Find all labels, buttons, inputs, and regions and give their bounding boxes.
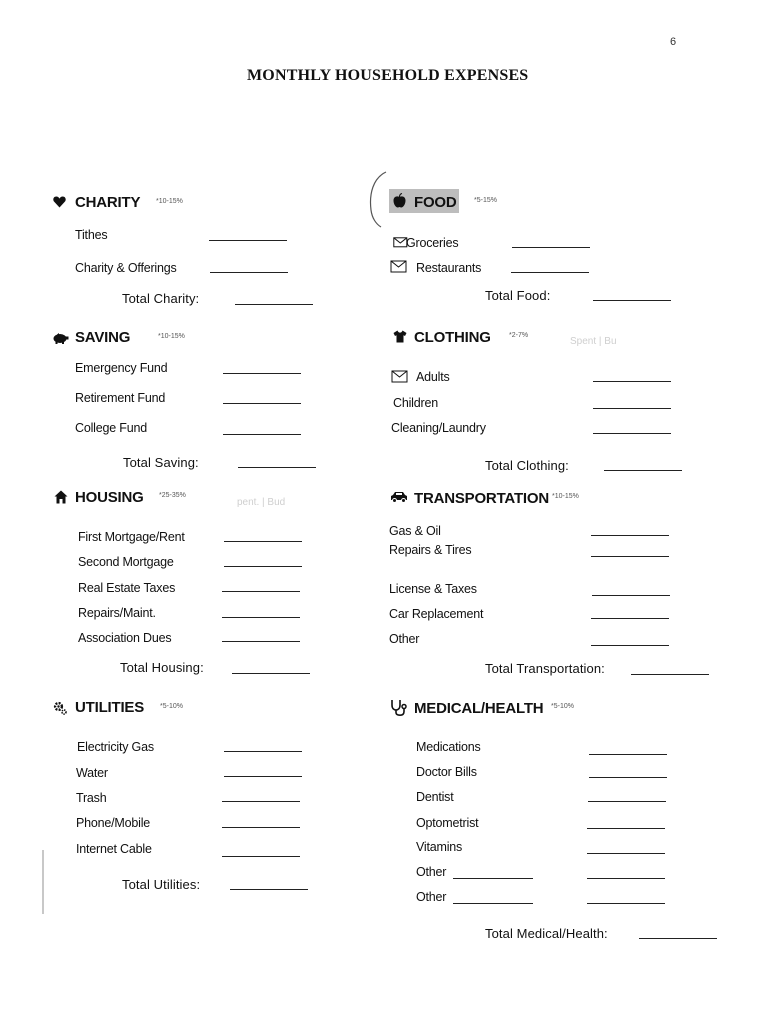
percent-hint-medical: *5-10% (551, 703, 574, 710)
charity-item-tithes: Tithes (75, 228, 108, 242)
food-item-restaurants: Restaurants (416, 261, 482, 275)
saving-item-retirement: Retirement Fund (75, 391, 166, 405)
total-housing-label: Total Housing: (120, 660, 204, 675)
medical-item-optometrist: Optometrist (416, 816, 479, 830)
medical-other-2-name-blank[interactable] (453, 903, 533, 904)
charity-tithes-blank[interactable] (209, 240, 287, 241)
medical-doctor-blank[interactable] (589, 777, 667, 778)
total-food-label: Total Food: (485, 288, 551, 303)
piggy-bank-icon (52, 333, 69, 344)
house-icon (54, 490, 68, 504)
percent-hint-housing: *25-35% (159, 492, 186, 499)
page-title: MONTHLY HOUSEHOLD EXPENSES (247, 67, 529, 84)
utilities-internet-blank[interactable] (222, 856, 300, 857)
percent-hint-charity: *10-15% (156, 198, 183, 205)
transport-license-blank[interactable] (592, 595, 670, 596)
housing-first-mortgage-blank[interactable] (224, 541, 302, 542)
ghost-column-header: Spent | Bu (570, 336, 617, 347)
saving-item-college: College Fund (75, 421, 147, 435)
medical-item-other-1: Other (416, 865, 447, 879)
charity-offerings-blank[interactable] (210, 272, 288, 273)
envelope-icon (390, 260, 407, 273)
total-charity-label: Total Charity: (122, 291, 200, 306)
total-housing-blank[interactable] (232, 673, 310, 674)
car-icon (390, 491, 408, 503)
housing-association-blank[interactable] (222, 641, 300, 642)
percent-hint-saving: *10-15% (158, 333, 185, 340)
section-title-food: FOOD (414, 194, 457, 211)
medical-item-other-2: Other (416, 890, 447, 904)
housing-item-second-mortgage: Second Mortgage (78, 555, 174, 569)
total-saving-blank[interactable] (238, 467, 316, 468)
total-clothing-label: Total Clothing: (485, 458, 569, 473)
scan-bracket (367, 170, 389, 228)
medical-vitamins-blank[interactable] (587, 853, 665, 854)
housing-item-real-estate: Real Estate Taxes (78, 581, 176, 595)
transport-other-blank[interactable] (591, 645, 669, 646)
percent-hint-clothing: *2-7% (509, 332, 529, 339)
scan-artifact (42, 850, 44, 914)
transport-item-other: Other (389, 632, 420, 646)
housing-repairs-blank[interactable] (222, 617, 300, 618)
housing-item-repairs: Repairs/Maint. (78, 606, 156, 620)
housing-second-mortgage-blank[interactable] (224, 566, 302, 567)
section-title-clothing: CLOTHING (414, 329, 491, 346)
housing-real-estate-blank[interactable] (222, 591, 300, 592)
utilities-item-phone: Phone/Mobile (76, 816, 151, 830)
section-title-charity: CHARITY (75, 194, 141, 211)
percent-hint-transportation: *10-15% (552, 493, 579, 500)
transport-item-license: License & Taxes (389, 582, 477, 596)
medical-medications-blank[interactable] (589, 754, 667, 755)
food-groceries-blank[interactable] (512, 247, 590, 248)
stethoscope-icon (390, 699, 408, 716)
percent-hint-food: *5-15% (474, 197, 497, 204)
total-medical-label: Total Medical/Health: (485, 926, 608, 941)
section-title-housing: HOUSING (75, 489, 144, 506)
saving-emergency-blank[interactable] (223, 373, 301, 374)
charity-item-offerings: Charity & Offerings (75, 261, 177, 275)
envelope-icon (391, 370, 408, 383)
saving-retirement-blank[interactable] (223, 403, 301, 404)
utilities-electricity-blank[interactable] (224, 751, 302, 752)
total-utilities-blank[interactable] (230, 889, 308, 890)
medical-other-1-blank[interactable] (587, 878, 665, 879)
transport-gas-blank[interactable] (591, 535, 669, 536)
section-title-medical: MEDICAL/HEALTH (414, 700, 544, 717)
transport-item-gas: Gas & Oil (389, 524, 441, 538)
transport-item-car-replacement: Car Replacement (389, 607, 484, 621)
clothing-adults-blank[interactable] (593, 381, 671, 382)
medical-other-2-blank[interactable] (587, 903, 665, 904)
ghost-column-header: pent. | Bud (237, 497, 286, 508)
section-title-transportation: TRANSPORTATION (414, 490, 549, 507)
page-number: 6 (670, 36, 677, 48)
heart-icon (53, 196, 66, 208)
transport-item-repairs: Repairs & Tires (389, 543, 472, 557)
medical-item-doctor: Doctor Bills (416, 765, 477, 779)
housing-item-first-mortgage: First Mortgage/Rent (78, 530, 185, 544)
utilities-item-trash: Trash (76, 791, 107, 805)
medical-item-dentist: Dentist (416, 790, 454, 804)
total-medical-blank[interactable] (639, 938, 717, 939)
section-title-utilities: UTILITIES (75, 699, 145, 716)
clothing-item-children: Children (393, 396, 438, 410)
food-restaurants-blank[interactable] (511, 272, 589, 273)
total-saving-label: Total Saving: (123, 455, 199, 470)
utilities-item-electricity: Electricity Gas (77, 740, 154, 754)
medical-optometrist-blank[interactable] (587, 828, 665, 829)
saving-item-emergency: Emergency Fund (75, 361, 168, 375)
transport-car-replacement-blank[interactable] (591, 618, 669, 619)
clothing-children-blank[interactable] (593, 408, 671, 409)
utilities-trash-blank[interactable] (222, 801, 300, 802)
utilities-item-internet: Internet Cable (76, 842, 152, 856)
total-food-blank[interactable] (593, 300, 671, 301)
clothing-item-cleaning: Cleaning/Laundry (391, 421, 486, 435)
apple-icon (393, 193, 406, 208)
food-item-groceries: Groceries (406, 236, 459, 250)
total-charity-blank[interactable] (235, 304, 313, 305)
clothing-item-adults: Adults (416, 370, 450, 384)
clothing-cleaning-blank[interactable] (593, 433, 671, 434)
section-title-saving: SAVING (75, 329, 131, 346)
medical-dentist-blank[interactable] (588, 801, 666, 802)
saving-college-blank[interactable] (223, 434, 301, 435)
total-transportation-blank[interactable] (631, 674, 709, 675)
percent-hint-utilities: *5-10% (160, 703, 183, 710)
gear-icon (53, 701, 67, 715)
utilities-item-water: Water (76, 766, 108, 780)
medical-item-vitamins: Vitamins (416, 840, 463, 854)
total-utilities-label: Total Utilities: (122, 877, 201, 892)
shirt-icon (393, 330, 407, 343)
medical-other-1-name-blank[interactable] (453, 878, 533, 879)
housing-item-association: Association Dues (78, 631, 172, 645)
utilities-phone-blank[interactable] (222, 827, 300, 828)
medical-item-medications: Medications (416, 740, 481, 754)
total-clothing-blank[interactable] (604, 470, 682, 471)
total-transportation-label: Total Transportation: (485, 661, 605, 676)
utilities-water-blank[interactable] (224, 776, 302, 777)
transport-repairs-blank[interactable] (591, 556, 669, 557)
